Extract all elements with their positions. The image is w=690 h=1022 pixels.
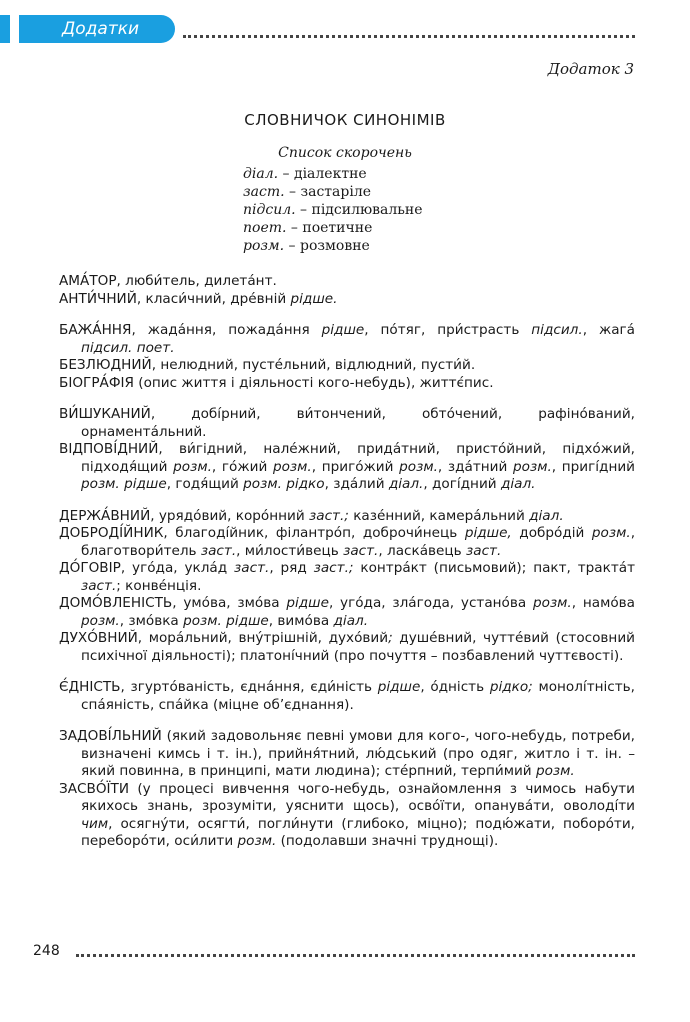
entry-text: , жага́ <box>582 322 635 338</box>
dictionary-entry <box>59 630 635 665</box>
abbreviation-meaning: – застаріле <box>284 184 371 200</box>
entry-label: розм. <box>533 595 572 611</box>
entry-text: , осягну́ти, осягти́, погли́нути (глибоко, міцно); подю́жати, побоpóти, переборо́ти, оси́лити <box>81 815 635 849</box>
entry-label: розм. рідше <box>183 612 269 629</box>
header-accent-bar <box>0 15 10 43</box>
abbreviation-row <box>243 219 423 237</box>
entry-text: , годя́щий <box>166 476 244 492</box>
entry-text: ДУХО́ВНИЙ, мора́льний, вну́трішній, духо́вий <box>59 630 389 646</box>
entry-text: ВИ́ШУКАНИЙ, добі́рний, ви́тончений, обто́чений, рафіно́ваний, орнамента́льний. <box>59 406 635 440</box>
entry-text: ДОБРОДІ́ЙНИК, благоді́йник, філантро́п, доброчи́нець <box>59 525 465 541</box>
header-dotted-rule <box>183 35 635 38</box>
entry-text: , благотвори́тель <box>81 525 636 559</box>
entry-label: розм. рідко <box>243 476 325 492</box>
entry-text: добро́дій <box>511 525 592 541</box>
group-spacer <box>59 494 635 508</box>
entry-text: , го́жий <box>211 458 273 475</box>
footer-dotted-rule <box>76 954 635 957</box>
dictionary-entries <box>59 273 635 851</box>
entry-label: розм. <box>535 763 575 779</box>
entry-text: , зда́лий <box>324 476 389 492</box>
entry-label: діал. <box>529 507 564 524</box>
abbreviation-meaning: – підсилювальне <box>295 202 423 218</box>
entry-label: розм. <box>272 458 312 475</box>
entry-text: ВІДПОВІ́ДНИЙ, ви́гідний, нале́жний, прида́тний, присто́йний, підхо́жий, підходя́щий <box>59 441 635 475</box>
abbreviation-row <box>243 183 423 201</box>
entry-label: рідше <box>377 679 421 695</box>
dictionary-entry <box>59 375 635 393</box>
dictionary-entry <box>59 291 635 309</box>
entry-label: підсил. <box>531 322 583 338</box>
entry-text: ЗАДОВІ́ЛЬНИЙ (який задовольняє певні умови для кого-, чого-небудь, потреби, визначені кимсь і т. ін.), прийня́тний, лю́дський (про одяг, житло і т. ін. – який повинна, в принципі, мати людина); сте́рпний, терпи́мий <box>59 728 635 779</box>
abbreviation-term: діал. <box>243 166 279 182</box>
entry-text: , змо́вка <box>119 612 184 629</box>
entry-text: , ряд <box>269 560 314 576</box>
entry-text: казе́нний, камера́льний <box>348 507 530 524</box>
abbreviation-meaning: – поетичне <box>286 220 373 236</box>
entry-label: рідше <box>286 595 329 611</box>
entry-text: душе́вний, чутте́вий (стосовний психічної діяльності); платоні́чний (про почуття – позбавлений чуттєвості). <box>81 630 635 664</box>
entry-text: , намо́ва <box>571 595 635 611</box>
entry-text: БІОГРА́ФІЯ (опис життя і діяльності кого-небудь), життє́пис. <box>59 374 494 391</box>
entry-label: рідко; <box>489 679 533 695</box>
entry-text: Є́ДНІСТЬ, згурто́ваність, єдна́ння, єди́ність <box>59 679 378 695</box>
dictionary-entry <box>59 357 635 375</box>
entry-text: , пригі́дний <box>551 458 636 475</box>
abbreviation-term: поет. <box>243 220 287 236</box>
entry-label: заст. <box>234 560 270 576</box>
abbreviation-term: розм. <box>243 238 285 254</box>
abbreviation-row <box>243 201 423 219</box>
entry-text: ДОМО́ВЛЕНІСТЬ, умо́ва, змо́ва <box>59 595 287 611</box>
group-spacer <box>59 665 635 679</box>
entry-text: , угóда, зла́года, устано́ва <box>328 595 533 611</box>
dictionary-entry <box>59 560 635 595</box>
page-number: 248 <box>33 943 60 959</box>
abbreviations-list <box>243 165 423 255</box>
abbreviation-meaning: – розмовне <box>284 238 370 254</box>
entry-label: розм. <box>173 458 212 475</box>
entry-text: ДО́ГОВІР, угóда, укла́д <box>59 560 235 576</box>
entry-label: діал. <box>500 476 536 492</box>
entry-label: розм. <box>399 458 438 475</box>
entry-text: , зда́тний <box>437 458 514 475</box>
entry-label: розм. <box>591 525 631 541</box>
entry-label: розм. <box>81 612 120 629</box>
abbreviation-term: підсил. <box>243 202 296 218</box>
entry-label: заст. <box>81 577 117 594</box>
dictionary-entry <box>59 508 635 526</box>
dictionary-entry <box>59 595 635 630</box>
entry-label: рідше, <box>464 525 512 541</box>
dictionary-entry <box>59 728 635 781</box>
entry-label: заст. <box>200 542 237 559</box>
entry-text: , ми́лости́вець <box>236 542 344 559</box>
dictionary-entry <box>59 781 635 851</box>
entry-label: розм. <box>513 458 552 475</box>
entry-text: контра́кт (письмовий); пакт, тракта́т <box>353 560 636 576</box>
dictionary-entry <box>59 406 635 441</box>
entry-text: (подолавши значні труднощі). <box>276 833 499 849</box>
entry-label: заст. <box>466 542 502 559</box>
entry-text: , по́тяг, при́страсть <box>364 322 532 338</box>
entry-text: ЗАСВО́ЇТИ (у процесі вивчення чого-небудь, ознайомлення з чимось набути якихось знань, зрозуміти, уяснити щось), освóїти, опанува́ти, оволоді́ти <box>59 780 635 814</box>
entry-label: заст. <box>343 542 379 559</box>
entry-label: заст.; <box>309 507 349 524</box>
appendix-label: Додаток 3 <box>547 60 634 78</box>
page-title: СЛОВНИЧОК СИНОНІМІВ <box>244 111 446 129</box>
entry-label: розм. <box>237 833 277 849</box>
abbreviation-term: заст. <box>243 184 285 200</box>
entry-text: , вимо́ва <box>268 612 334 629</box>
entry-text: ДЕРЖА́ВНИЙ, урядо́вий, коро́нний <box>59 507 310 524</box>
abbreviation-row <box>243 165 423 183</box>
entry-label: розм. рідше <box>81 476 167 492</box>
entry-label: діал. <box>333 612 369 629</box>
entry-text: БАЖА́ННЯ, жада́ння, пожада́ння <box>59 322 322 338</box>
abbreviations-title: Список скорочень <box>278 145 412 161</box>
entry-text: АНТИ́ЧНИЙ, класи́чний, дре́вній <box>59 290 291 307</box>
dictionary-entry <box>59 273 635 291</box>
entry-text: , догі́дний <box>423 476 501 492</box>
entry-label: рідше <box>321 322 365 338</box>
entry-label: рідше. <box>290 290 338 307</box>
group-spacer <box>59 714 635 728</box>
group-spacer <box>59 308 635 322</box>
entry-text: БЕЗЛЮДНИЙ, нелюдний, пусте́льний, відлюдний, пусти́й. <box>59 357 476 373</box>
entry-text: , пригóжий <box>311 458 400 475</box>
entry-text: монолі́тність, спа́яність, спа́йка (міцне об’єднання). <box>81 679 635 713</box>
entry-text: , ласка́вець <box>378 542 467 559</box>
entry-label: заст.; <box>313 560 354 576</box>
dictionary-entry <box>59 441 635 494</box>
entry-text: , о́дність <box>420 679 490 695</box>
dictionary-entry <box>59 525 635 560</box>
abbreviation-row <box>243 237 423 255</box>
entry-label: чим <box>81 815 109 832</box>
dictionary-entry <box>59 679 635 714</box>
entry-label: діал. <box>388 476 424 492</box>
abbreviation-meaning: – діалектне <box>278 166 367 182</box>
dictionary-entry <box>59 322 635 357</box>
entry-text: АМА́ТОР, люби́тель, дилета́нт. <box>59 273 277 289</box>
section-label: Додатки <box>62 19 140 39</box>
entry-label: ; <box>388 630 393 646</box>
group-spacer <box>59 392 635 406</box>
entry-text: ; конве́нція. <box>116 577 202 594</box>
entry-label: підсил. поет. <box>81 339 175 356</box>
